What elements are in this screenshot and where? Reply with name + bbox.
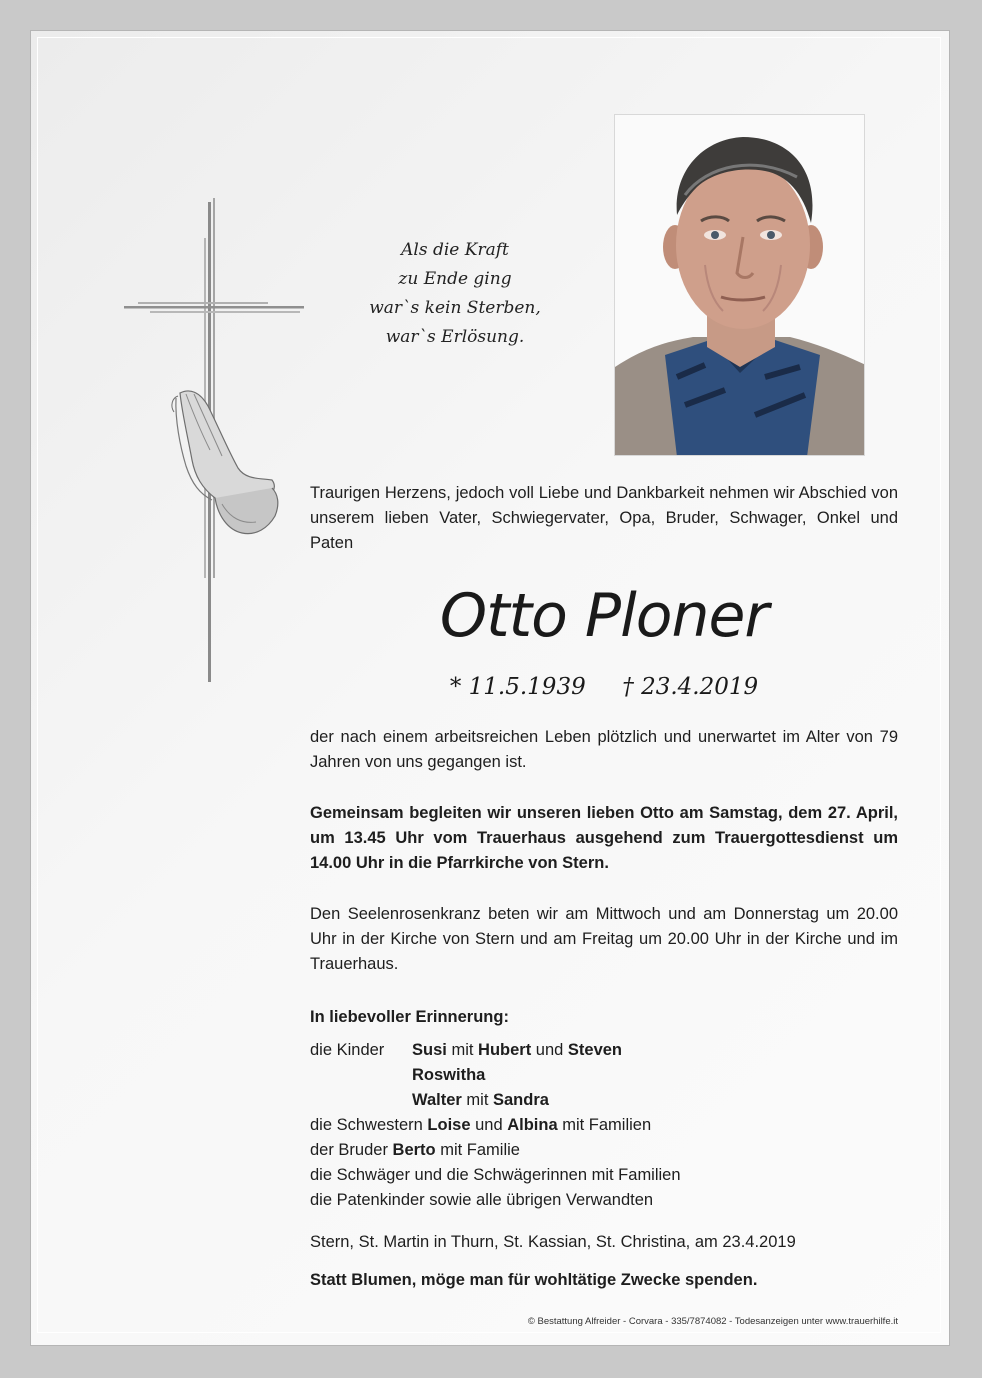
verse-line-2: zu Ende ging <box>398 269 512 289</box>
memory-heading: In liebevoller Erinnerung: <box>310 1008 509 1026</box>
sisters-row <box>310 1113 898 1138</box>
verse-line-1: Als die Kraft <box>401 240 509 260</box>
children-row-1 <box>310 1038 898 1063</box>
memorial-verse <box>335 236 575 352</box>
children-label: die Kinder <box>310 1041 385 1059</box>
in-laws-row: die Schwäger und die Schwägerinnen mit Familien <box>310 1166 681 1184</box>
connector-text: mit <box>461 1091 493 1109</box>
relation-text: die Schwestern <box>310 1116 428 1134</box>
mourner-name: Sandra <box>493 1091 549 1109</box>
intro-text: Traurigen Herzens, jedoch voll Liebe und Dankbarkeit nehmen wir Abschied von unserem lieben Vater, Schwiegervater, Opa, Bruder, Schwager, Onkel und Paten <box>310 484 898 552</box>
mourner-name: Berto <box>392 1141 436 1159</box>
verse-line-4: war`s Erlösung. <box>385 327 525 347</box>
mourner-name: Albina <box>507 1116 558 1134</box>
flowers-note: Statt Blumen, möge man für wohltätige Zwecke spenden. <box>310 1271 758 1289</box>
mourner-name: Roswitha <box>412 1066 486 1084</box>
passing-text: der nach einem arbeitsreichen Leben plötzlich und unerwartet im Alter von 79 Jahren von uns gegangen ist. <box>310 728 898 771</box>
connector-text: mit <box>446 1041 479 1059</box>
relation-text: mit Familie <box>435 1141 520 1159</box>
brother-row <box>310 1138 898 1163</box>
godchildren-row: die Patenkinder sowie alle übrigen Verwandten <box>310 1191 654 1209</box>
birth-death-dates: * 11.5.1939 † 23.4.2019 <box>449 674 759 700</box>
funeral-announcement: Gemeinsam begleiten wir unseren lieben Otto am Samstag, dem 27. April, um 13.45 Uhr vom Trauerhaus ausgehend zum Trauergottesdienst um 14.00 Uhr in die Pfarrkirche von Stern. <box>310 804 898 872</box>
rosary-announcement: Den Seelenrosenkranz beten wir am Mittwoch und am Donnerstag um 20.00 Uhr in der Kirche von Stern und am Freitag um 20.00 Uhr in der Kirche und im Trauerhaus. <box>310 905 898 973</box>
mourner-name: Loise <box>427 1116 471 1134</box>
mourner-name: Steven <box>567 1041 623 1059</box>
deceased-name: Otto Ploner <box>439 581 769 651</box>
praying-hands-icon <box>172 391 278 534</box>
mourners-list <box>310 1038 898 1213</box>
footer-credit: © Bestattung Alfreider - Corvara - 335/7874082 - Todesanzeigen unter www.trauerhilfe.it <box>527 1316 898 1327</box>
mourner-name: Susi <box>412 1041 447 1059</box>
relation-text: der Bruder <box>310 1141 393 1159</box>
connector-text: und <box>531 1041 568 1059</box>
mourner-name: Walter <box>412 1091 462 1109</box>
connector-text: und <box>470 1116 508 1134</box>
relation-text: mit Familien <box>557 1116 652 1134</box>
cross-with-praying-hands-icon <box>120 198 310 688</box>
children-row-3 <box>310 1088 898 1113</box>
portrait-photo <box>614 114 865 456</box>
children-row-2 <box>310 1063 898 1088</box>
mourner-name: Hubert <box>478 1041 532 1059</box>
places-date: Stern, St. Martin in Thurn, St. Kassian, St. Christina, am 23.4.2019 <box>310 1233 796 1251</box>
verse-line-3: war`s kein Sterben, <box>369 298 541 318</box>
